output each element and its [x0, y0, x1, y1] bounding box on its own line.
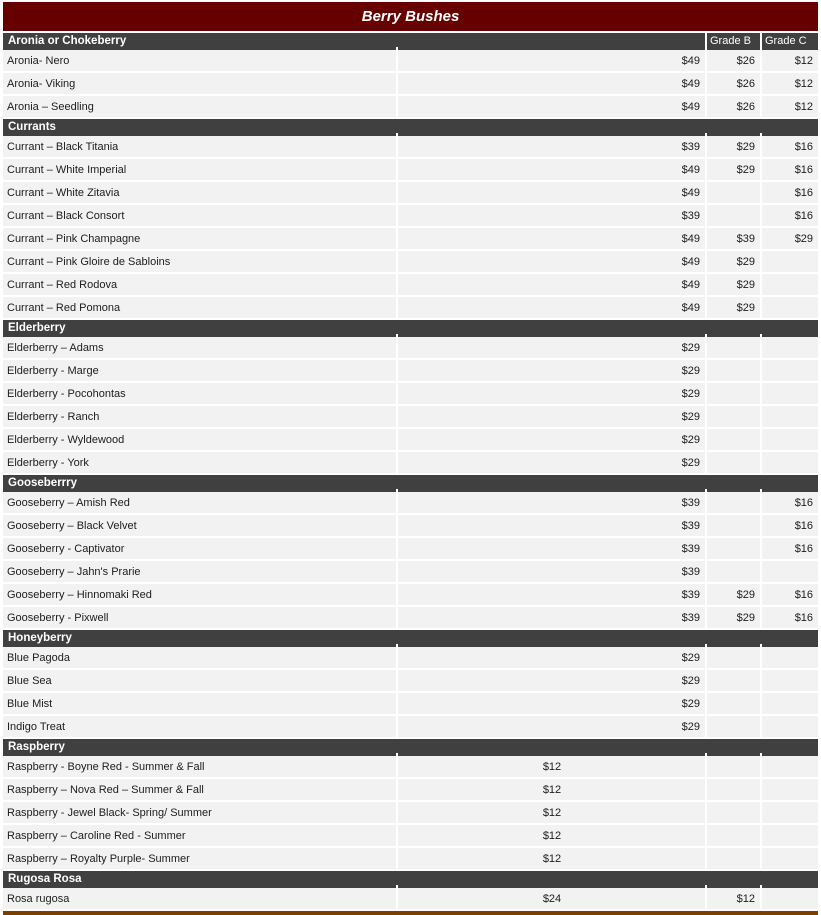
- price-value: $39: [398, 136, 707, 159]
- item-name: Aronia- Viking: [3, 73, 398, 96]
- price-value: $29: [398, 693, 707, 716]
- price-value: $12: [398, 825, 707, 848]
- grade-b-value: [707, 647, 762, 670]
- item-name: Elderberry - Ranch: [3, 406, 398, 429]
- grade-c-column-header: Grade C: [762, 33, 818, 50]
- table-row: [3, 779, 818, 802]
- price-value: $29: [398, 360, 707, 383]
- table-row: [3, 492, 818, 515]
- item-name: Aronia – Seedling: [3, 96, 398, 119]
- table-row: [3, 561, 818, 584]
- table-row: [3, 182, 818, 205]
- page-title: Berry Bushes: [3, 2, 818, 33]
- grade-b-value: [707, 429, 762, 452]
- section-title: Aronia or Chokeberry: [3, 33, 707, 50]
- item-name: Gooseberry – Black Velvet: [3, 515, 398, 538]
- item-name: Gooseberry – Jahn's Prarie: [3, 561, 398, 584]
- grade-c-value: $12: [762, 73, 818, 96]
- item-name: Blue Mist: [3, 693, 398, 716]
- item-name: Currant – Black Titania: [3, 136, 398, 159]
- grade-b-value: [707, 360, 762, 383]
- grade-b-value: [707, 406, 762, 429]
- grade-b-value: [707, 693, 762, 716]
- table-row: [3, 228, 818, 251]
- table-row: [3, 383, 818, 406]
- grade-b-value: [707, 383, 762, 406]
- grade-c-value: [762, 848, 818, 871]
- grade-b-column-header: Grade B: [707, 33, 762, 50]
- table-row: [3, 888, 818, 911]
- price-value: $12: [398, 779, 707, 802]
- berry-bushes-price-table: [3, 2, 818, 911]
- grade-c-value: [762, 888, 818, 911]
- table-row: [3, 452, 818, 475]
- table-row: [3, 73, 818, 96]
- grade-b-value: $29: [707, 159, 762, 182]
- section-title: Honeyberry: [3, 630, 818, 647]
- grade-c-value: $16: [762, 205, 818, 228]
- grade-c-value: $16: [762, 182, 818, 205]
- grade-c-value: $16: [762, 136, 818, 159]
- price-value: $39: [398, 584, 707, 607]
- price-value: $49: [398, 73, 707, 96]
- item-name: Raspberry - Jewel Black- Spring/ Summer: [3, 802, 398, 825]
- grade-c-value: [762, 647, 818, 670]
- grade-c-value: [762, 429, 818, 452]
- grade-c-value: $16: [762, 538, 818, 561]
- table-row: [3, 584, 818, 607]
- item-name: Elderberry - York: [3, 452, 398, 475]
- grade-b-value: $29: [707, 251, 762, 274]
- grade-c-value: [762, 383, 818, 406]
- price-value: $29: [398, 337, 707, 360]
- item-name: Currant – White Zitavia: [3, 182, 398, 205]
- table-row: [3, 693, 818, 716]
- item-name: Aronia- Nero: [3, 50, 398, 73]
- table-row: [3, 337, 818, 360]
- item-name: Elderberry - Pocohontas: [3, 383, 398, 406]
- price-value: $39: [398, 205, 707, 228]
- grade-c-value: [762, 337, 818, 360]
- grade-c-value: [762, 779, 818, 802]
- item-name: Currant – Black Consort: [3, 205, 398, 228]
- item-name: Blue Sea: [3, 670, 398, 693]
- item-name: Gooseberry - Captivator: [3, 538, 398, 561]
- section-title: Rugosa Rosa: [3, 871, 818, 888]
- grade-b-value: [707, 205, 762, 228]
- section-title: Currants: [3, 119, 818, 136]
- price-value: $39: [398, 538, 707, 561]
- item-name: Gooseberry – Hinnomaki Red: [3, 584, 398, 607]
- grade-b-value: [707, 756, 762, 779]
- item-name: Currant – Pink Champagne: [3, 228, 398, 251]
- grade-b-value: [707, 802, 762, 825]
- grade-c-value: $16: [762, 492, 818, 515]
- item-name: Raspberry - Boyne Red - Summer & Fall: [3, 756, 398, 779]
- table-row: [3, 848, 818, 871]
- price-value: $49: [398, 182, 707, 205]
- grade-c-value: [762, 670, 818, 693]
- table-row: [3, 297, 818, 320]
- price-value: $29: [398, 670, 707, 693]
- grade-b-value: [707, 848, 762, 871]
- table-row: [3, 274, 818, 297]
- table-row: [3, 50, 818, 73]
- grade-b-value: [707, 670, 762, 693]
- price-value: $12: [398, 802, 707, 825]
- table-row: [3, 538, 818, 561]
- table-row: [3, 251, 818, 274]
- item-name: Raspberry – Nova Red – Summer & Fall: [3, 779, 398, 802]
- price-value: $12: [398, 756, 707, 779]
- price-value: $39: [398, 561, 707, 584]
- price-value: $49: [398, 96, 707, 119]
- grade-c-value: [762, 406, 818, 429]
- grade-b-value: [707, 337, 762, 360]
- grade-c-value: [762, 693, 818, 716]
- table-row: [3, 159, 818, 182]
- grade-c-value: [762, 360, 818, 383]
- grade-b-value: [707, 515, 762, 538]
- item-name: Currant – Pink Gloire de Sabloins: [3, 251, 398, 274]
- item-name: Raspberry – Royalty Purple- Summer: [3, 848, 398, 871]
- price-value: $49: [398, 251, 707, 274]
- section-title: Elderberry: [3, 320, 818, 337]
- section-title: Gooseberrry: [3, 475, 818, 492]
- item-name: Rosa rugosa: [3, 888, 398, 911]
- item-name: Blue Pagoda: [3, 647, 398, 670]
- grade-b-value: $29: [707, 136, 762, 159]
- grade-b-value: [707, 492, 762, 515]
- item-name: Elderberry - Wyldewood: [3, 429, 398, 452]
- grade-c-value: [762, 452, 818, 475]
- grade-c-value: $16: [762, 607, 818, 630]
- grade-b-value: $29: [707, 607, 762, 630]
- grade-c-value: $12: [762, 96, 818, 119]
- price-value: $24: [398, 888, 707, 911]
- grade-c-value: [762, 297, 818, 320]
- table-row: [3, 802, 818, 825]
- grade-b-value: [707, 182, 762, 205]
- grade-c-value: [762, 561, 818, 584]
- grade-b-value: $12: [707, 888, 762, 911]
- grade-c-value: $16: [762, 159, 818, 182]
- table-row: [3, 647, 818, 670]
- price-value: $29: [398, 406, 707, 429]
- grade-c-value: $12: [762, 50, 818, 73]
- item-name: Elderberry – Adams: [3, 337, 398, 360]
- table-row: [3, 406, 818, 429]
- grade-b-value: $29: [707, 584, 762, 607]
- table-row: [3, 205, 818, 228]
- grade-b-value: $29: [707, 274, 762, 297]
- price-value: $29: [398, 383, 707, 406]
- item-name: Raspberry – Caroline Red - Summer: [3, 825, 398, 848]
- table-row: [3, 515, 818, 538]
- price-value: $29: [398, 647, 707, 670]
- price-value: $49: [398, 159, 707, 182]
- grade-b-value: $26: [707, 50, 762, 73]
- item-name: Gooseberry – Amish Red: [3, 492, 398, 515]
- price-value: $49: [398, 274, 707, 297]
- grade-c-value: [762, 802, 818, 825]
- grade-b-value: $29: [707, 297, 762, 320]
- price-value: $39: [398, 607, 707, 630]
- item-name: Indigo Treat: [3, 716, 398, 739]
- table-row: [3, 136, 818, 159]
- price-value: $39: [398, 492, 707, 515]
- grade-c-value: [762, 825, 818, 848]
- grade-c-value: [762, 274, 818, 297]
- grade-b-value: [707, 538, 762, 561]
- price-value: $29: [398, 429, 707, 452]
- price-value: $12: [398, 848, 707, 871]
- table-row: [3, 825, 818, 848]
- item-name: Currant – Red Pomona: [3, 297, 398, 320]
- price-value: $49: [398, 228, 707, 251]
- grade-b-value: [707, 561, 762, 584]
- grade-c-value: [762, 251, 818, 274]
- grade-c-value: $16: [762, 584, 818, 607]
- grade-b-value: [707, 716, 762, 739]
- price-value: $49: [398, 297, 707, 320]
- table-row: [3, 756, 818, 779]
- table-row: [3, 96, 818, 119]
- table-row: [3, 429, 818, 452]
- price-value: $49: [398, 50, 707, 73]
- grade-c-value: [762, 716, 818, 739]
- grade-b-value: $26: [707, 73, 762, 96]
- title-row: [3, 2, 818, 33]
- section-header-row: [3, 630, 818, 647]
- section-header-row: [3, 119, 818, 136]
- grade-c-value: [762, 756, 818, 779]
- section-header-row: [3, 320, 818, 337]
- price-value: $39: [398, 515, 707, 538]
- grade-c-value: $29: [762, 228, 818, 251]
- section-header-row: [3, 739, 818, 756]
- item-name: Gooseberry - Pixwell: [3, 607, 398, 630]
- item-name: Currant – Red Rodova: [3, 274, 398, 297]
- bottom-accent-bar: [3, 911, 818, 915]
- grade-b-value: [707, 452, 762, 475]
- table-row: [3, 360, 818, 383]
- table-row: [3, 670, 818, 693]
- grade-b-value: [707, 779, 762, 802]
- item-name: Elderberry - Marge: [3, 360, 398, 383]
- grade-b-value: [707, 825, 762, 848]
- price-value: $29: [398, 452, 707, 475]
- item-name: Currant – White Imperial: [3, 159, 398, 182]
- section-header-row: [3, 871, 818, 888]
- section-header-row: [3, 475, 818, 492]
- table-row: [3, 607, 818, 630]
- section-title: Raspberry: [3, 739, 818, 756]
- section-header-row: [3, 33, 818, 50]
- table-row: [3, 716, 818, 739]
- grade-c-value: $16: [762, 515, 818, 538]
- price-value: $29: [398, 716, 707, 739]
- grade-b-value: $26: [707, 96, 762, 119]
- grade-b-value: $39: [707, 228, 762, 251]
